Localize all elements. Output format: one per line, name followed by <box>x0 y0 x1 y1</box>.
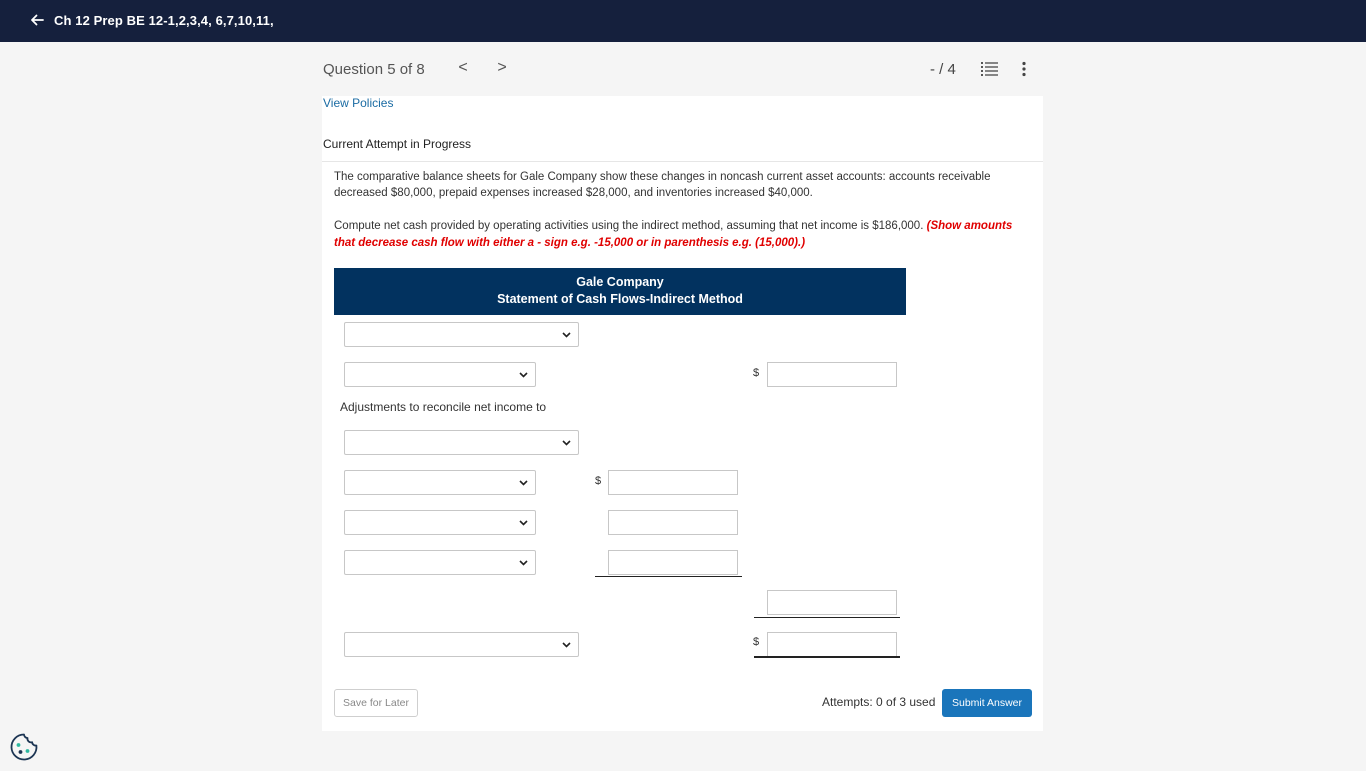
statement-header <box>334 268 906 315</box>
adjustment-select-2[interactable] <box>344 510 536 535</box>
question-label: Question 5 of 8 <box>323 61 425 78</box>
adjustment-select-1[interactable] <box>344 470 536 495</box>
chevron-down-icon <box>562 330 571 339</box>
adjustment-amount-input-2[interactable] <box>608 510 738 535</box>
save-for-later-button[interactable]: Save for Later <box>334 689 418 717</box>
company-name: Gale Company <box>576 275 664 289</box>
next-question-button[interactable]: > <box>497 59 507 76</box>
adjustment-amount-input-3[interactable] <box>608 550 738 575</box>
subtotal-rule <box>595 576 742 577</box>
adjustment-amount-input-1[interactable] <box>608 470 738 495</box>
cookie-icon[interactable] <box>8 731 40 763</box>
currency-symbol: $ <box>595 475 602 487</box>
adjustments-heading-select[interactable] <box>344 430 579 455</box>
assignment-title: Ch 12 Prep BE 12-1,2,3,4, 6,7,10,11, <box>54 13 274 28</box>
chevron-down-icon <box>519 370 528 379</box>
list-icon[interactable] <box>981 61 998 77</box>
statement-title: Statement of Cash Flows-Indirect Method <box>497 292 743 306</box>
divider <box>322 161 1043 162</box>
total-rule <box>754 617 900 618</box>
currency-symbol: $ <box>753 636 760 648</box>
chevron-down-icon <box>519 558 528 567</box>
double-rule <box>754 656 900 658</box>
instruction-text: Compute net cash provided by operating activities using the indirect method, assuming that net income is $186,000. <box>334 220 924 232</box>
attempts-counter: Attempts: 0 of 3 used <box>822 695 936 709</box>
question-text: The comparative balance sheets for Gale Company show these changes in noncash current asset accounts: accounts receivable decreased $80,000, prepaid expenses increased $28,000, and inventories increased $40,000. <box>334 171 991 199</box>
attempt-status: Current Attempt in Progress <box>323 137 472 151</box>
net-cash-amount-input[interactable] <box>767 632 897 657</box>
currency-symbol: $ <box>753 367 760 379</box>
view-policies-link[interactable]: View Policies <box>323 96 394 110</box>
submit-answer-button[interactable]: Submit Answer <box>942 689 1032 717</box>
chevron-down-icon <box>519 518 528 527</box>
question-nav <box>0 42 1366 96</box>
adjustments-label: Adjustments to reconcile net income to <box>340 400 547 414</box>
question-instruction <box>334 218 1024 252</box>
adjustment-select-3[interactable] <box>344 550 536 575</box>
arrow-left-icon[interactable] <box>28 11 46 29</box>
net-cash-select[interactable] <box>344 632 579 657</box>
more-vertical-icon[interactable] <box>1021 61 1027 77</box>
chevron-down-icon <box>562 640 571 649</box>
statement-heading-select[interactable] <box>344 322 579 347</box>
top-bar <box>0 0 1366 42</box>
chevron-down-icon <box>519 478 528 487</box>
prev-question-button[interactable]: < <box>458 59 468 76</box>
score-display: - / 4 <box>930 61 956 78</box>
total-adjustments-input[interactable] <box>767 590 897 615</box>
chevron-down-icon <box>562 438 571 447</box>
instruction-hint: (Show amounts that decrease cash flow with either a - sign e.g. -15,000 or in parenthesis e.g. (15,000).) <box>334 220 1013 249</box>
net-income-amount-input[interactable] <box>767 362 897 387</box>
net-income-select[interactable] <box>344 362 536 387</box>
